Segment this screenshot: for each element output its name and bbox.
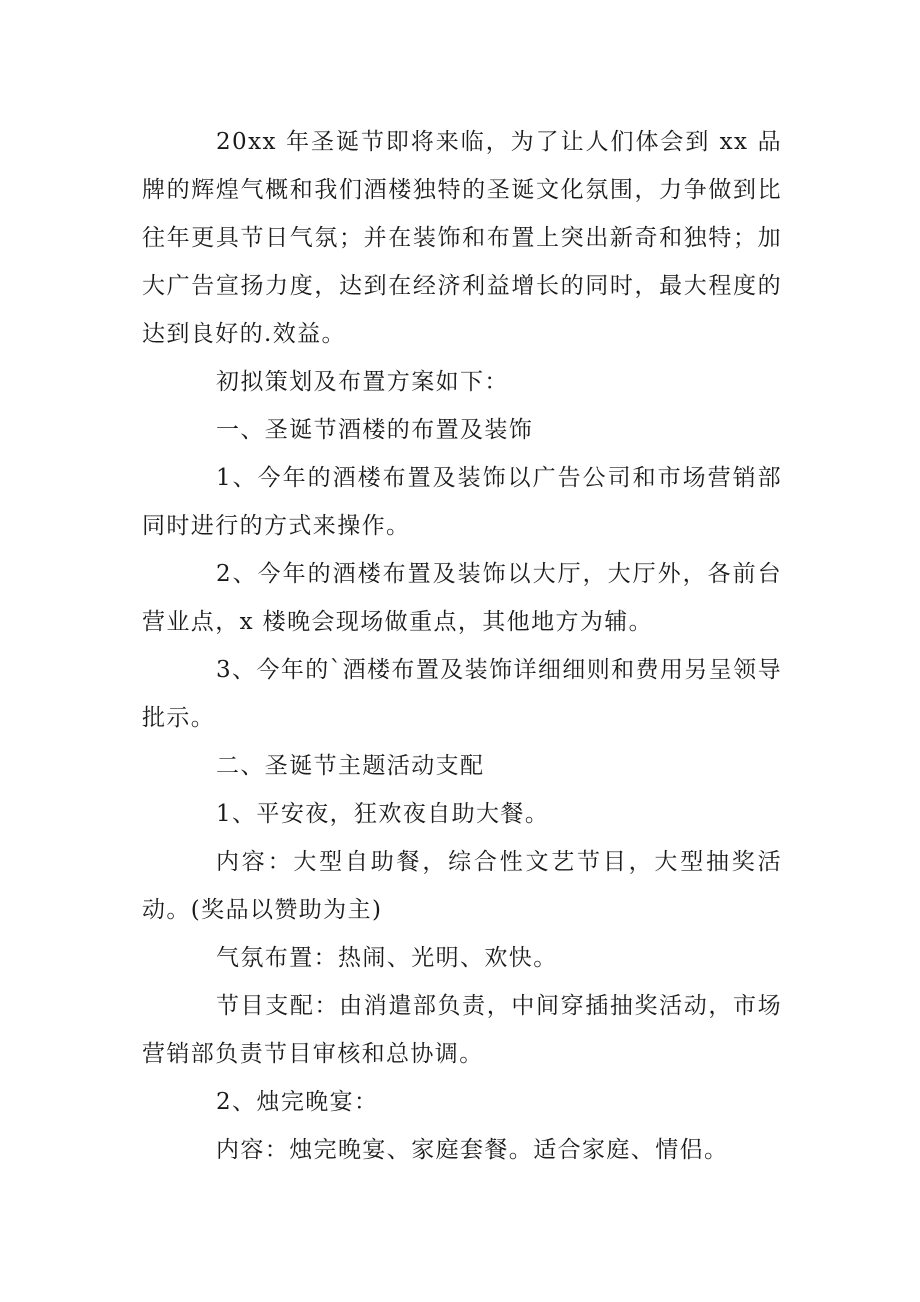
decoration-item-1: 1、今年的酒楼布置及装饰以广告公司和市场营销部同时进行的方式来操作。 [142, 465, 782, 539]
decoration-item-3: 3、今年的`酒楼布置及装饰详细细则和费用另呈领导批示。 [142, 657, 782, 731]
activity-2-title: 2、烛完晚宴： [216, 1089, 379, 1115]
section-heading-decoration: 一、圣诞节酒楼的布置及装饰 [216, 417, 534, 443]
section-heading-activities: 二、圣诞节主题活动支配 [216, 753, 485, 779]
plan-intro-line: 初拟策划及布置方案如下： [216, 369, 509, 395]
intro-paragraph: 20xx 年圣诞节即将来临，为了让人们体会到 xx 品牌的辉煌气概和我们酒楼独特的圣诞文化氛围，力争做到比往年更具节日气氛；并在装饰和布置上突出新奇和独特；加大广告宣扬力度，达到在经济利益增长的同时，最大程度的达到良好的.效益。 [142, 129, 782, 347]
activity-1-atmosphere: 气氛布置：热闹、光明、欢快。 [216, 945, 558, 971]
activity-1-title: 1、平安夜，狂欢夜自助大餐。 [216, 801, 550, 827]
decoration-item-2: 2、今年的酒楼布置及装饰以大厅，大厅外，各前台营业点，x 楼晚会现场做重点，其他地方为辅。 [142, 561, 782, 635]
activity-2-content: 内容：烛完晚宴、家庭套餐。适合家庭、情侣。 [216, 1137, 729, 1163]
document-body [142, 118, 782, 1174]
activity-1-content: 内容：大型自助餐，综合性文艺节目，大型抽奖活动。(奖品以赞助为主) [142, 849, 782, 923]
activity-1-program: 节目支配：由消遣部负责，中间穿插抽奖活动，市场营销部负责节目审核和总协调。 [142, 993, 782, 1067]
